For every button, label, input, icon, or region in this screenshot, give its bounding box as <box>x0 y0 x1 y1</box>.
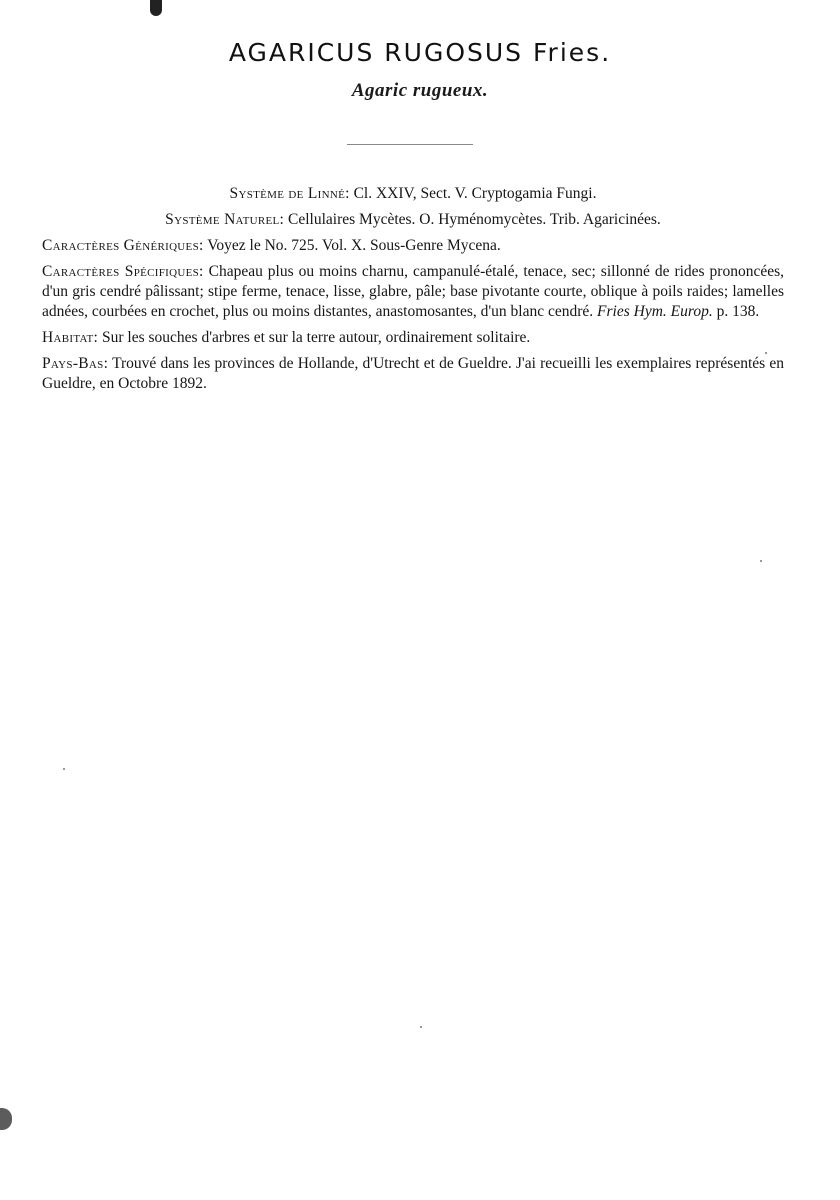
ink-blot-left <box>0 1108 12 1130</box>
paper-speck <box>63 768 65 770</box>
page-subtitle: Agaric rugueux. <box>351 80 489 101</box>
entry-text: Cellulaires Mycètes. O. Hyménomycètes. Trib. Agaricinées. <box>284 211 661 228</box>
entry-caracteres-generiques <box>42 236 784 256</box>
entry-pays-bas <box>42 354 784 394</box>
entry-label: Caractères Spécifiques: <box>42 263 204 280</box>
entry-habitat <box>42 328 784 348</box>
citation-page: p. 138. <box>712 303 760 320</box>
paper-speck <box>420 1026 422 1028</box>
entry-label: Système Naturel: <box>165 211 285 228</box>
ink-blot-top <box>150 0 162 16</box>
entry-systeme-linne <box>42 184 784 204</box>
entry-text: Voyez le No. 725. Vol. X. Sous-Genre Mycena. <box>203 237 501 254</box>
entry-caracteres-specifiques <box>42 262 784 322</box>
entry-label: Caractères Génériques: <box>42 237 204 254</box>
citation: Fries Hym. Europ. <box>597 303 713 320</box>
entry-text: Chapeau plus ou moins charnu, campanulé-étalé, tenace, sec; sillonné de rides prononcées, d'un gris cendré pâlissant; stipe ferme, tenace, lisse, glabre, pâle; base pivotante courte, oblique à poils raides; lamelles adnées, courbées en crochet, plus ou moins distantes, anastomosantes, d'un blanc cendré. <box>42 263 784 320</box>
entry-systeme-naturel <box>42 210 784 230</box>
entry-label: Habitat: <box>42 329 99 346</box>
title-divider <box>347 144 473 145</box>
page-title: AGARICUS RUGOSUS Fries. <box>228 38 612 67</box>
entry-text: Sur les souches d'arbres et sur la terre autour, ordinairement solitaire. <box>98 329 531 346</box>
entry-label: Pays-Bas: <box>42 355 109 372</box>
entry-text: Cl. XXIV, Sect. V. Cryptogamia Fungi. <box>349 185 597 202</box>
entry-text: Trouvé dans les provinces de Hollande, d'Utrecht et de Gueldre. J'ai recueilli les exemplaires représentés en Gueldre, en Octobre 1892. <box>42 355 784 392</box>
entry-label: Système de Linné: <box>229 185 350 202</box>
description-body <box>42 184 784 400</box>
paper-speck <box>760 560 762 562</box>
